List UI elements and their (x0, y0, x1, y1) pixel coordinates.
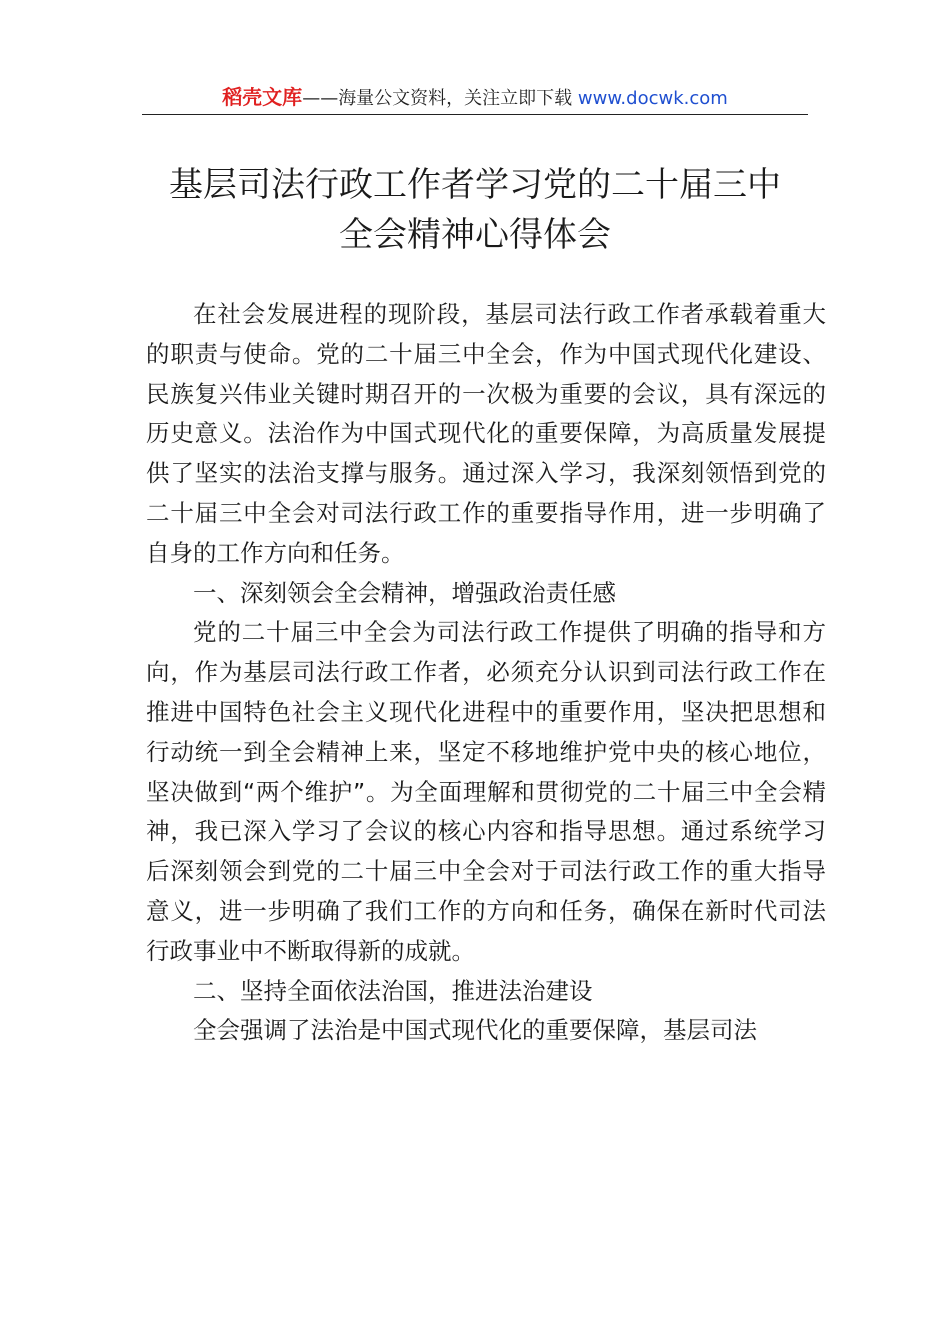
brand-name: 稻壳文库 (222, 85, 303, 109)
header-divider (142, 114, 808, 115)
page-header (142, 84, 808, 114)
paragraph-intro: 在社会发展进程的现阶段，基层司法行政工作者承载着重大的职责与使命。党的二十届三中全会，作为中国式现代化建设、民族复兴伟业关键时期召开的一次极为重要的会议，具有深远的历史意义。法治作为中国式现代化的重要保障，为高质量发展提供了坚实的法治支撑与服务。通过深入学习，我深刻领悟到党的二十届三中全会对司法行政工作的重要指导作用，进一步明确了自身的工作方向和任务。 (146, 300, 826, 567)
document-title (120, 160, 830, 260)
section-heading-2: 二、坚持全面依法治国，推进法治建设 (193, 976, 593, 1005)
title-line-2: 全会精神心得体会 (339, 215, 611, 255)
document-body (146, 295, 826, 1051)
section-heading-1: 一、深刻领会全会精神，增强政治责任感 (193, 578, 616, 607)
paragraph-section-2: 全会强调了法治是中国式现代化的重要保障，基层司法 (193, 1016, 757, 1045)
site-url-link[interactable]: www.docwk.com (577, 88, 728, 109)
header-tagline: ——海量公文资料，关注立即下载 (302, 88, 578, 109)
paragraph-section-1: 党的二十届三中全会为司法行政工作提供了明确的指导和方向，作为基层司法行政工作者，必须充分认识到司法行政工作在推进中国特色社会主义现代化进程中的重要作用，坚决把思想和行动统一到全会精神上来，坚定不移地维护党中央的核心地位，坚决做到“两个维护”。为全面理解和贯彻党的二十届三中全会精神，我已深入学习了会议的核心内容和指导思想。通过系统学习后深刻领会到党的二十届三中全会对于司法行政工作的重大指导意义，进一步明确了我们工作的方向和任务，确保在新时代司法行政事业中不断取得新的成就。 (146, 618, 826, 965)
title-line-1: 基层司法行政工作者学习党的二十届三中 (169, 165, 781, 205)
